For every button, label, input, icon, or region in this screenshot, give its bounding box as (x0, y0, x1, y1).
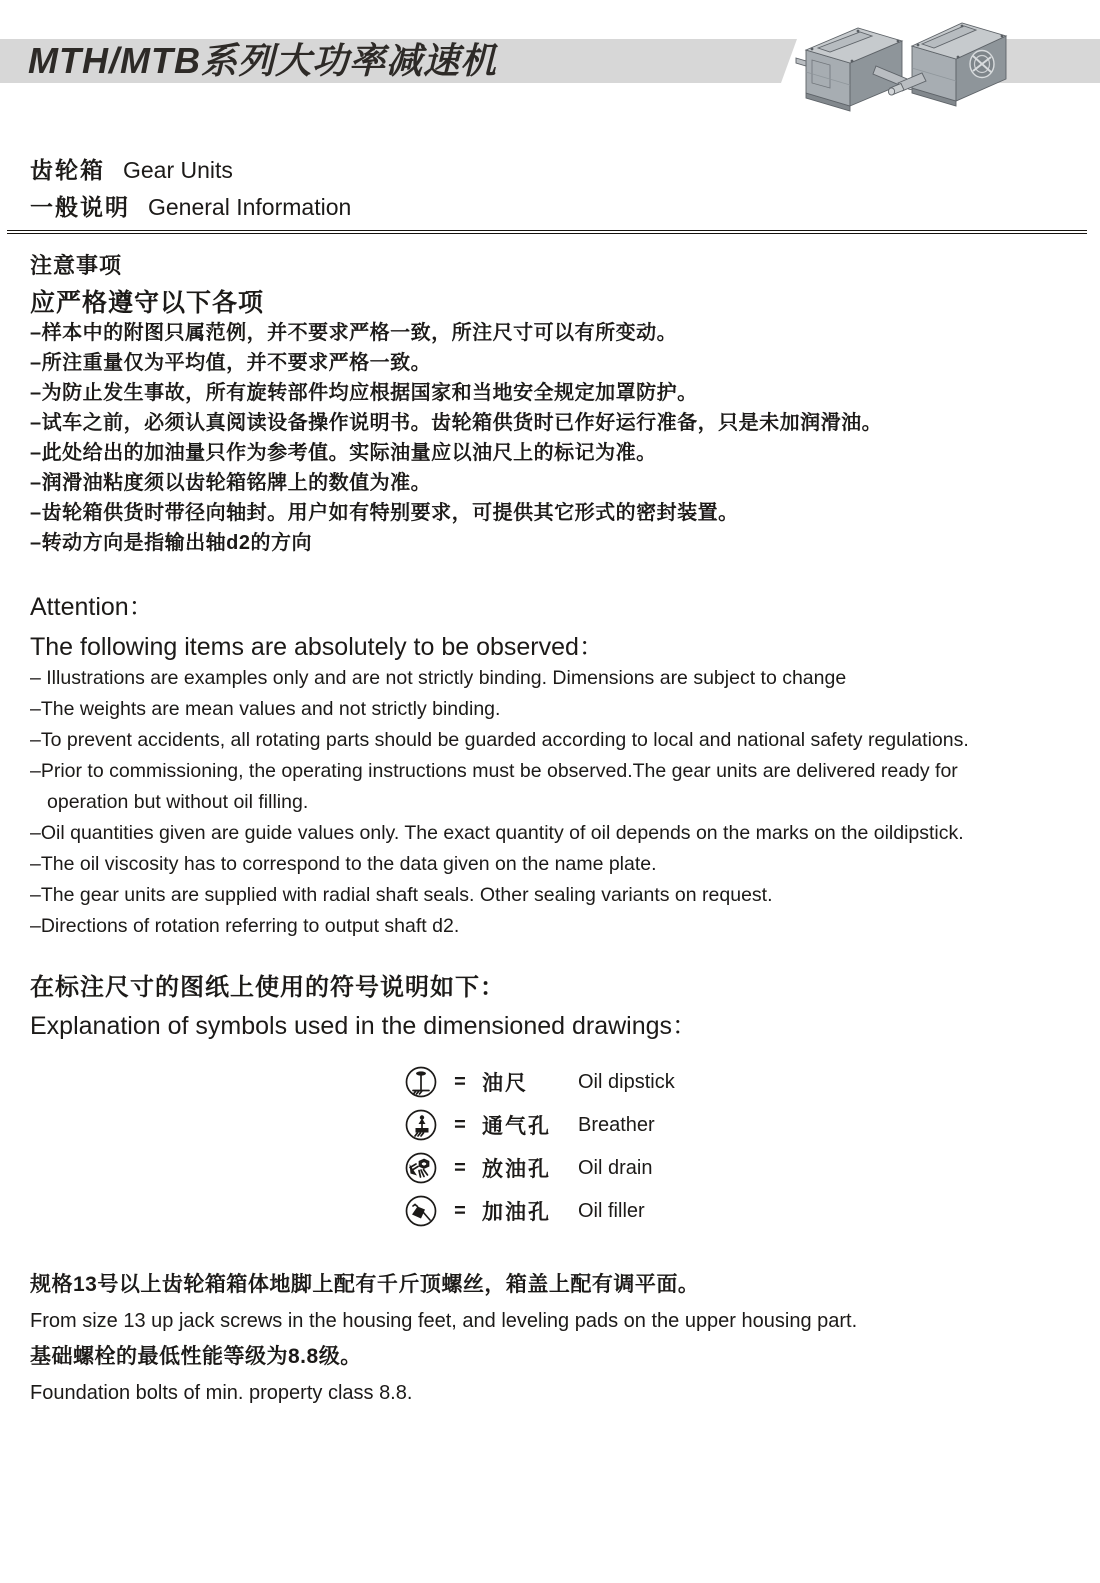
footer-notes (30, 1274, 1075, 1404)
list-item: –试车之前，必须认真阅读设备操作说明书。齿轮箱供货时已作好运行准备，只是未加润滑油。 (30, 411, 883, 434)
symbol-label-en: Oil dipstick (578, 1070, 675, 1093)
section-title (30, 152, 1075, 226)
section-title-en-1: Gear Units (123, 157, 233, 183)
notice-heading-zh: 注意事项 (30, 252, 123, 278)
oil-filler-icon (404, 1194, 438, 1228)
attention-heading: Attention： (30, 592, 154, 621)
equals-sign: = (454, 1070, 466, 1093)
section-title-en-2: General Information (148, 194, 352, 220)
list-item: –所注重量仅为平均值，并不要求严格一致。 (30, 351, 432, 374)
symbol-label-zh: 放油孔 (482, 1158, 551, 1181)
symbols-heading-zh: 在标注尺寸的图纸上使用的符号说明如下： (30, 973, 505, 1001)
notice-subheading-zh: 应严格遵守以下各项 (30, 288, 265, 317)
notice-list-zh (30, 318, 1075, 558)
gearbox-product-image-2 (888, 23, 1006, 106)
attention-subheading: The following items are absolutely to be observed： (30, 632, 604, 661)
list-item: – Illustrations are examples only and are not strictly binding. Dimensions are subject to change (30, 666, 847, 689)
list-item: –润滑油粘度须以齿轮箱铭牌上的数值为准。 (30, 471, 432, 494)
list-item: –Directions of rotation referring to output shaft d2. (30, 914, 460, 937)
oil-dipstick-icon (404, 1065, 438, 1099)
symbol-label-zh: 油尺 (482, 1072, 528, 1095)
section-title-line-2 (30, 189, 1075, 226)
oil-drain-icon (404, 1151, 438, 1185)
list-item: –Oil quantities given are guide values only. The exact quantity of oil depends on the marks on the oildipstick. (30, 821, 964, 844)
section-title-zh-1: 齿轮箱 (30, 157, 105, 183)
equals-sign: = (454, 1156, 466, 1179)
list-item: –The gear units are supplied with radial shaft seals. Other sealing variants on request. (30, 883, 773, 906)
list-item: –齿轮箱供货时带径向轴封。用户如有特别要求，可提供其它形式的密封装置。 (30, 501, 739, 524)
list-item: –为防止发生事故，所有旋转部件均应根据国家和当地安全规定加罩防护。 (30, 381, 698, 404)
symbol-row (404, 1104, 1075, 1147)
section-title-zh-2: 一般说明 (30, 194, 130, 220)
section-title-line-1 (30, 152, 1075, 189)
symbol-row (404, 1147, 1075, 1190)
footer-note-en-1: From size 13 up jack screws in the housing feet, and leveling pads on the upper housing part. (30, 1309, 858, 1332)
symbol-label-en: Breather (578, 1113, 655, 1136)
footer-note-zh-1: 规格13号以上齿轮箱箱体地脚上配有千斤顶螺丝，箱盖上配有调平面。 (30, 1272, 700, 1296)
list-item: –Prior to commissioning, the operating instructions must be observed.The gear units are delivered ready for operation but without oil filling. (30, 759, 958, 813)
symbol-label-en: Oil drain (578, 1156, 653, 1179)
list-item: –转动方向是指输出轴d2的方向 (30, 531, 312, 554)
list-item: –To prevent accidents, all rotating parts should be guarded according to local and national safety regulations. (30, 728, 969, 751)
symbols-section (30, 973, 1075, 1233)
footer-note-en-2: Foundation bolts of min. property class 8.8. (30, 1381, 413, 1404)
symbol-table (30, 1061, 1075, 1233)
breather-icon (404, 1108, 438, 1142)
page-content (0, 152, 1100, 1404)
title-divider-rule (7, 230, 1087, 234)
banner-title: MTH/MTB系列大功率减速机 (28, 40, 497, 81)
notice-list-en (30, 663, 1040, 942)
list-item: –样本中的附图只属范例，并不要求严格一致，所注尺寸可以有所变动。 (30, 321, 678, 344)
list-item: –The oil viscosity has to correspond to the data given on the name plate. (30, 852, 657, 875)
symbol-label-zh: 加油孔 (482, 1201, 551, 1224)
footer-note-zh-2: 基础螺栓的最低性能等级为8.8级。 (30, 1344, 362, 1368)
list-item: –The weights are mean values and not strictly binding. (30, 697, 501, 720)
list-item: –此处给出的加油量只作为参考值。实际油量应以油尺上的标记为准。 (30, 441, 657, 464)
symbols-heading-en: Explanation of symbols used in the dimensioned drawings： (30, 1011, 698, 1040)
banner (0, 0, 1100, 130)
equals-sign: = (454, 1199, 466, 1222)
symbol-label-zh: 通气孔 (482, 1115, 551, 1138)
equals-sign: = (454, 1113, 466, 1136)
symbol-label-en: Oil filler (578, 1199, 645, 1222)
symbol-row (404, 1061, 1075, 1104)
symbol-row (404, 1190, 1075, 1233)
gearbox-product-image-1 (796, 28, 915, 111)
notice-section (30, 252, 1075, 942)
